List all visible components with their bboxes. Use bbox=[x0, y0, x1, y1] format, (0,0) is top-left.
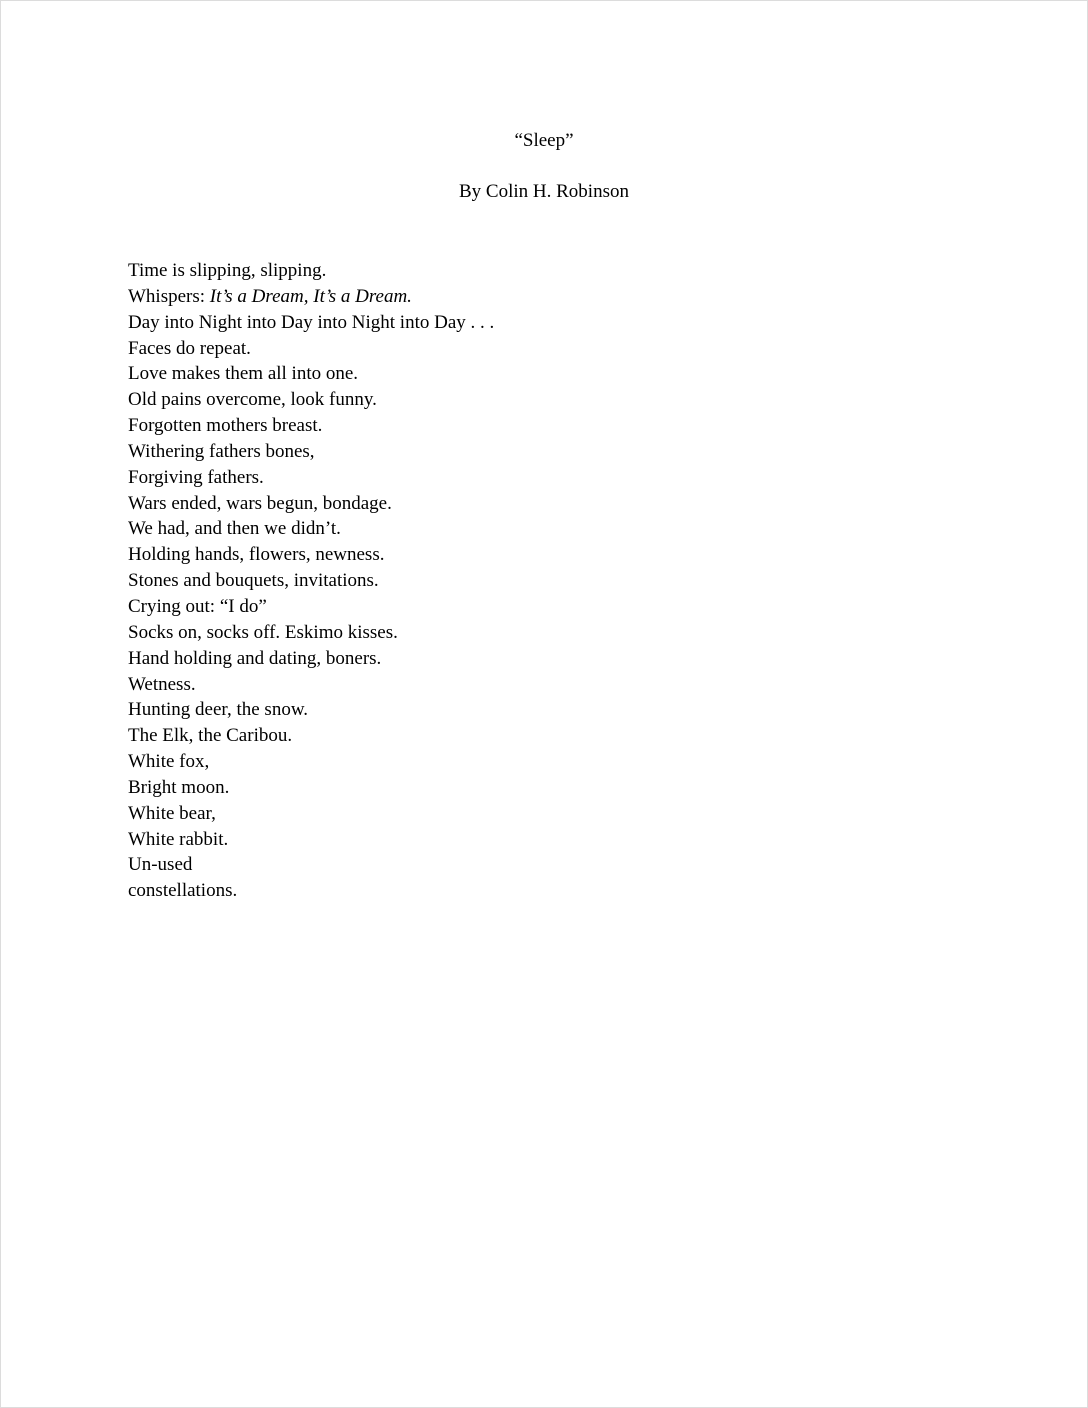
poem-line-text: Hunting deer, the snow. bbox=[128, 699, 309, 721]
poem-line bbox=[128, 336, 928, 362]
poem-line-text: Day into Night into Day into Night into Day . . . bbox=[128, 311, 495, 333]
poem-line-text: Hand holding and dating, boners. bbox=[128, 647, 382, 669]
poem-line-text: Un-used bbox=[128, 854, 193, 876]
poem-line-text: constellations. bbox=[128, 880, 238, 902]
poem-line-text: Forgotten mothers breast. bbox=[128, 415, 323, 437]
poem-line bbox=[128, 258, 928, 284]
poem-author: By Colin H. Robinson bbox=[459, 181, 629, 202]
poem-line bbox=[128, 827, 928, 853]
poem-line bbox=[128, 439, 928, 465]
poem-line bbox=[128, 284, 928, 310]
poem-line-text: Crying out: “I do” bbox=[128, 595, 267, 617]
poem-line bbox=[128, 361, 928, 387]
poem-line bbox=[128, 594, 928, 620]
poem-line bbox=[128, 465, 928, 491]
poem-line bbox=[128, 697, 928, 723]
poem-line bbox=[128, 310, 928, 336]
poem-line-text: Old pains overcome, look funny. bbox=[128, 389, 377, 411]
poem-line bbox=[128, 723, 928, 749]
poem-line bbox=[128, 387, 928, 413]
poem-line-text: Time is slipping, slipping. bbox=[128, 260, 327, 281]
poem-line bbox=[128, 413, 928, 439]
poem-line-text: Withering fathers bones, bbox=[128, 440, 315, 462]
poem-line-text: Holding hands, flowers, newness. bbox=[128, 544, 385, 566]
poem-body bbox=[128, 258, 928, 904]
poem-line bbox=[128, 491, 928, 517]
poem-line-text: Bright moon. bbox=[128, 776, 230, 798]
poem-line-text: Stones and bouquets, invitations. bbox=[128, 570, 379, 592]
poem-line-text: White bear, bbox=[128, 802, 216, 824]
poem-title: “Sleep” bbox=[514, 130, 574, 151]
poem-line bbox=[128, 749, 928, 775]
poem-line bbox=[128, 852, 928, 878]
poem-line bbox=[128, 775, 928, 801]
poem-line bbox=[128, 801, 928, 827]
poem-line-text: White fox, bbox=[128, 751, 210, 773]
poem-line-text: We had, and then we didn’t. bbox=[128, 518, 341, 540]
poem-line-text: Wetness. bbox=[128, 673, 196, 695]
poem-line-text: Wars ended, wars begun, bondage. bbox=[128, 492, 392, 514]
poem-line bbox=[128, 542, 928, 568]
poem-line bbox=[128, 672, 928, 698]
poem-line bbox=[128, 568, 928, 594]
poem-line-text: Socks on, socks off. Eskimo kisses. bbox=[128, 621, 398, 643]
poem-line-italic-text: It’s a Dream, It’s a Dream. bbox=[209, 285, 412, 307]
poem-line-text: Whispers: bbox=[128, 285, 210, 307]
poem-line bbox=[128, 620, 928, 646]
poem-line bbox=[128, 646, 928, 672]
poem-line-text: White rabbit. bbox=[128, 828, 229, 850]
poem-line-text: Faces do repeat. bbox=[128, 337, 251, 359]
poem-line-text: Forgiving fathers. bbox=[128, 466, 264, 488]
poem-line bbox=[128, 878, 928, 904]
poem-line-text: Love makes them all into one. bbox=[128, 363, 359, 385]
poem-line-text: The Elk, the Caribou. bbox=[128, 725, 293, 747]
poem-line bbox=[128, 516, 928, 542]
